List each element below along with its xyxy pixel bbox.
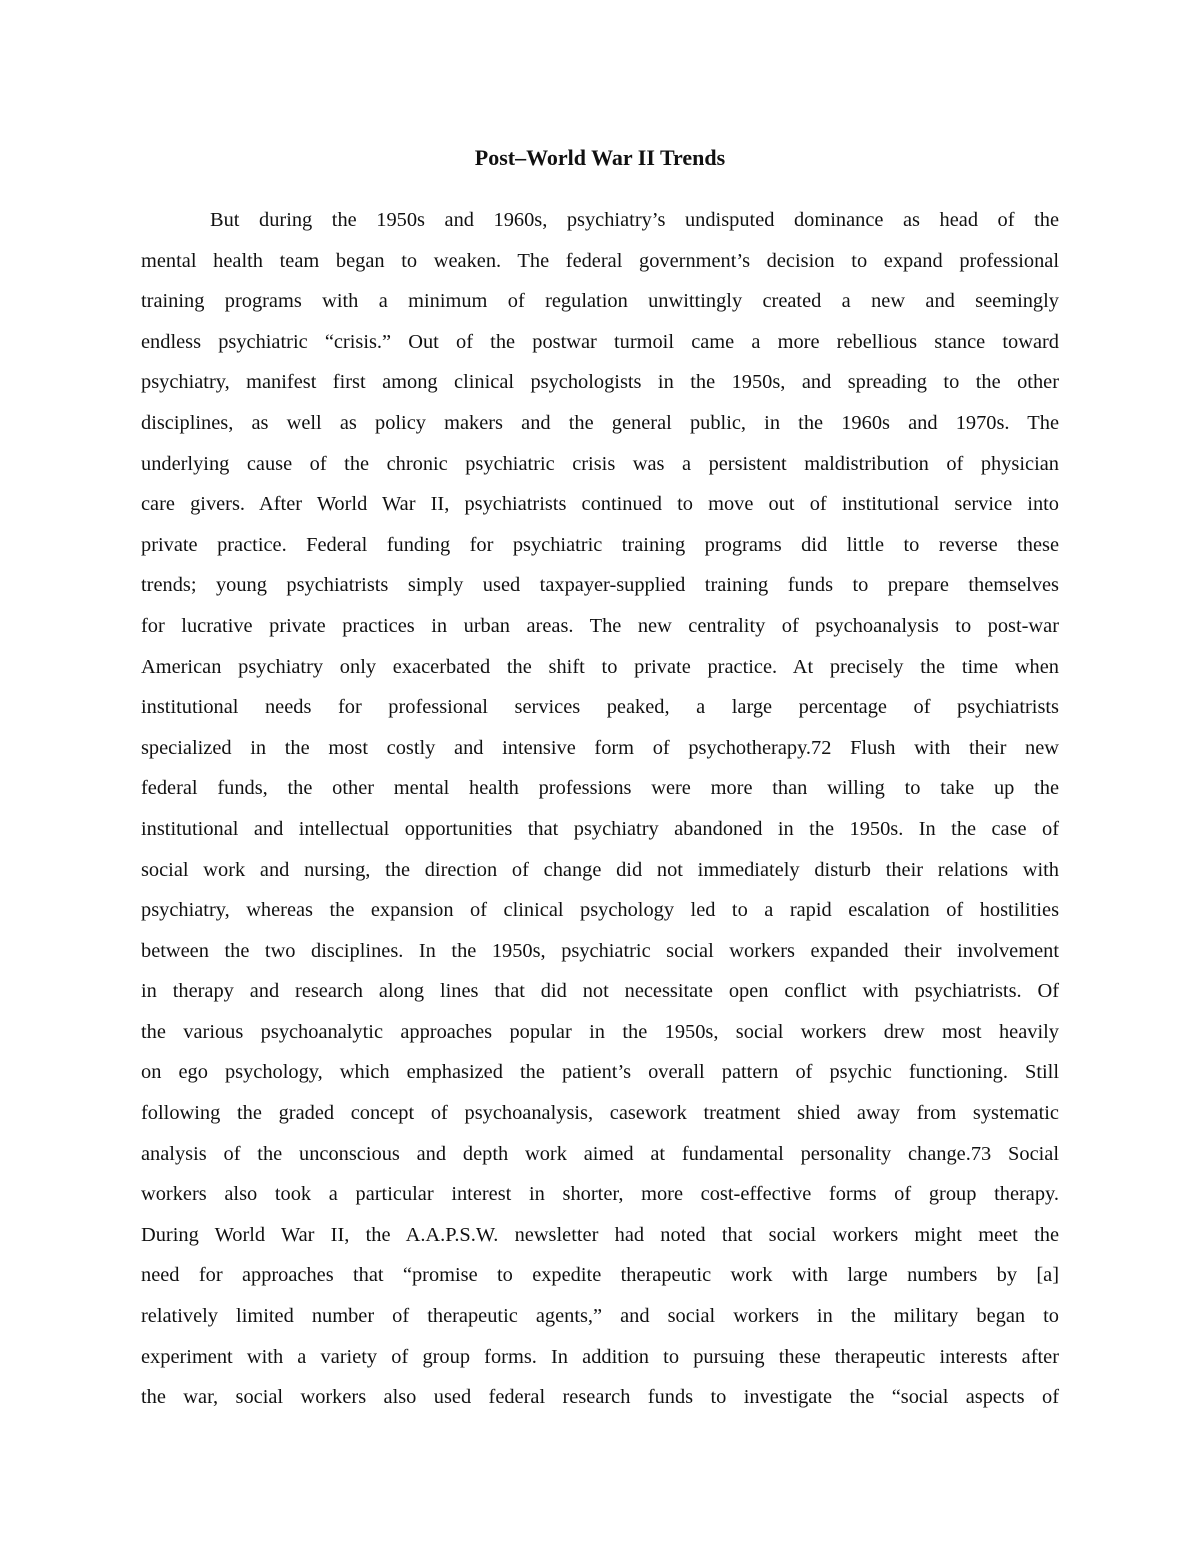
- text-line: disciplines, as well as policy makers and the general public, in the 1960s and 1970s. The: [141, 411, 1059, 434]
- text-line: psychiatry, whereas the expansion of clinical psychology led to a rapid escalation of hostilities: [141, 899, 1059, 922]
- text-line: in therapy and research along lines that did not necessitate open conflict with psychiatrists. Of: [141, 980, 1059, 1003]
- text-line: American psychiatry only exacerbated the shift to private practice. At precisely the time when: [141, 655, 1059, 678]
- text-line: During World War II, the A.A.P.S.W. newsletter had noted that social workers might meet the: [141, 1223, 1059, 1246]
- text-line: the various psychoanalytic approaches popular in the 1950s, social workers drew most heavily: [141, 1020, 1059, 1043]
- text-line: between the two disciplines. In the 1950s, psychiatric social workers expanded their involvement: [141, 939, 1059, 962]
- page-title: Post–World War II Trends: [474, 145, 726, 170]
- text-line: underlying cause of the chronic psychiatric crisis was a persistent maldistribution of physician: [141, 452, 1059, 475]
- body-paragraph: [141, 200, 1059, 1418]
- text-line: for lucrative private practices in urban areas. The new centrality of psychoanalysis to post-war: [141, 614, 1059, 637]
- text-line: private practice. Federal funding for psychiatric training programs did little to reverse these: [141, 533, 1059, 556]
- text-line: institutional needs for professional services peaked, a large percentage of psychiatrists: [141, 696, 1059, 719]
- text-line: need for approaches that “promise to expedite therapeutic work with large numbers by [a]: [141, 1264, 1059, 1287]
- text-line: workers also took a particular interest in shorter, more cost-effective forms of group therapy.: [141, 1183, 1059, 1206]
- text-line: training programs with a minimum of regulation unwittingly created a new and seemingly: [141, 290, 1059, 313]
- text-line: care givers. After World War II, psychiatrists continued to move out of institutional service into: [141, 493, 1059, 516]
- text-line: analysis of the unconscious and depth work aimed at fundamental personality change.73 Social: [141, 1142, 1059, 1165]
- text-line: mental health team began to weaken. The federal government’s decision to expand professional: [141, 249, 1059, 272]
- text-line: But during the 1950s and 1960s, psychiatry’s undisputed dominance as head of the: [210, 209, 1059, 231]
- text-line: social work and nursing, the direction of change did not immediately disturb their relations with: [141, 858, 1059, 881]
- text-line: relatively limited number of therapeutic agents,” and social workers in the military began to: [141, 1305, 1059, 1328]
- text-line: following the graded concept of psychoanalysis, casework treatment shied away from systematic: [141, 1102, 1059, 1125]
- text-line: on ego psychology, which emphasized the patient’s overall pattern of psychic functioning. Still: [141, 1061, 1059, 1084]
- text-line: trends; young psychiatrists simply used taxpayer-supplied training funds to prepare themselves: [141, 574, 1059, 597]
- text-line: endless psychiatric “crisis.” Out of the postwar turmoil came a more rebellious stance toward: [141, 330, 1059, 353]
- text-line: experiment with a variety of group forms. In addition to pursuing these therapeutic interests after: [141, 1345, 1059, 1368]
- text-line: specialized in the most costly and intensive form of psychotherapy.72 Flush with their new: [141, 736, 1059, 759]
- text-line: institutional and intellectual opportunities that psychiatry abandoned in the 1950s. In the case of: [141, 817, 1059, 840]
- text-line: psychiatry, manifest first among clinical psychologists in the 1950s, and spreading to the other: [141, 371, 1059, 394]
- text-line: the war, social workers also used federal research funds to investigate the “social aspects of: [141, 1386, 1059, 1409]
- text-line: federal funds, the other mental health professions were more than willing to take up the: [141, 777, 1059, 800]
